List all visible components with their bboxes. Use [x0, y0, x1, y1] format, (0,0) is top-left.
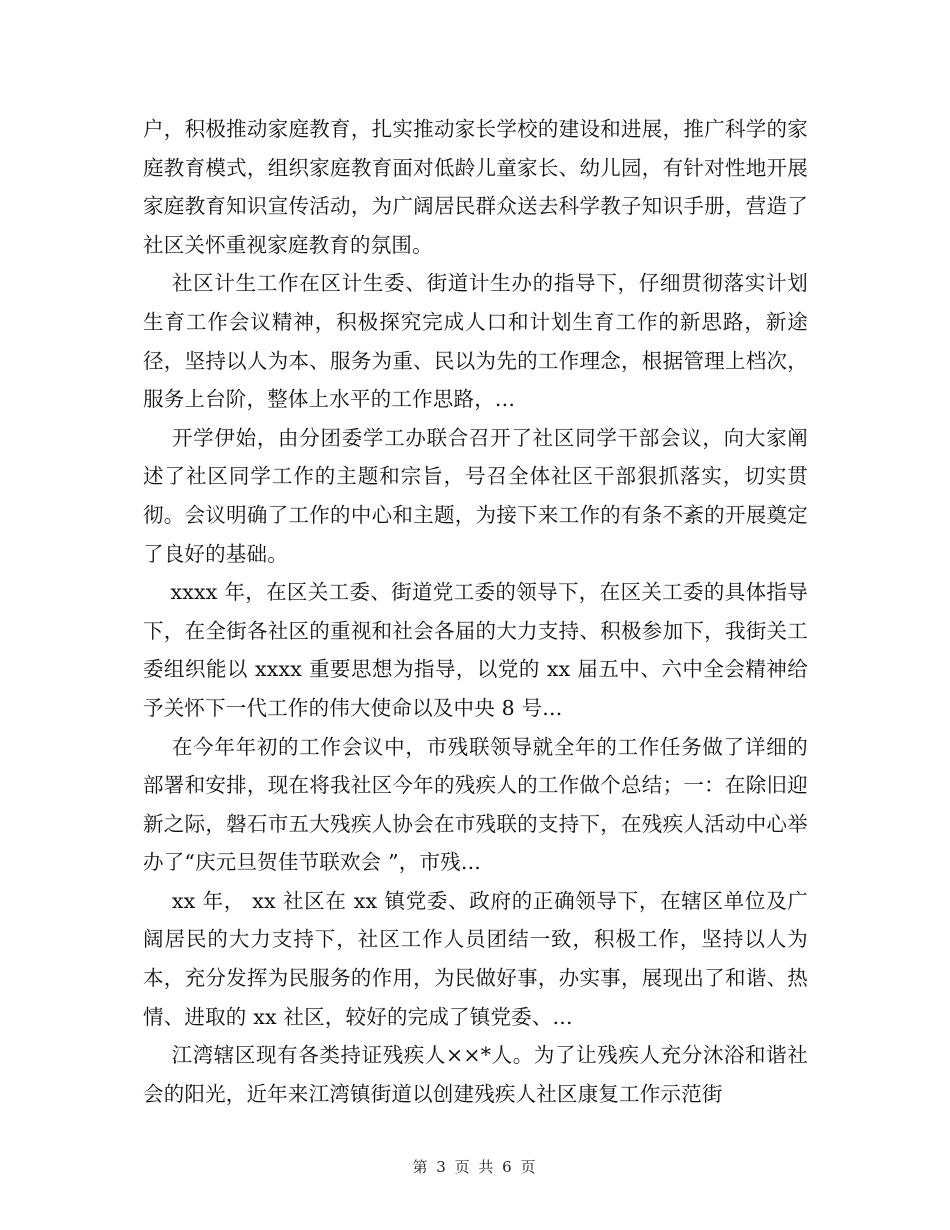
- paragraph-6: xx 年， xx 社区在 xx 镇党委、政府的正确领导下，在辖区单位及广阔居民的大力支持下，社区工作人员团结一致，积极工作，坚持以人为本，充分发挥为民服务的作用，为民做好事，办实事，展现出了和谐、热情、进取的 xx 社区，较好的完成了镇党委、...: [143, 888, 808, 1029]
- paragraph-7: 江湾辖区现有各类持证残疾人××*人。为了让残疾人充分沐浴和谐社会的阳光，近年来江湾镇街道以创建残疾人社区康复工作示范街: [143, 1043, 808, 1106]
- paragraph-5: 在今年年初的工作会议中，市残联领导就全年的工作任务做了详细的部署和安排，现在将我社区今年的残疾人的工作做个总结；一：在除旧迎新之际，磐石市五大残疾人协会在市残联的支持下，在残疾人活动中心举办了“庆元旦贺佳节联欢会 ”，市残...: [143, 734, 809, 875]
- page-footer: 第 3 页 共 6 页: [412, 1158, 538, 1176]
- document-body: [143, 110, 808, 1113]
- paragraph-1: 户，积极推动家庭教育，扎实推动家长学校的建设和进展，推广科学的家庭教育模式，组织家庭教育面对低龄儿童家长、幼儿园，有针对性地开展家庭教育知识宣传活动，为广阔居民群众送去科学教子知识手册，营造了社区关怀重视家庭教育的氛围。: [143, 117, 808, 257]
- paragraph-4: xxxx 年，在区关工委、街道党工委的领导下，在区关工委的具体指导下，在全街各社区的重视和社会各届的大力支持、积极参加下，我街关工委组织能以 xxxx 重要思想为指导，以党的 xx 届五中、六中全会精神给予关怀下一代工作的伟大使命以及中央 8 号...: [143, 580, 808, 720]
- paragraph-3: 开学伊始，由分团委学工办联合召开了社区同学干部会议，向大家阐述了社区同学工作的主题和宗旨，号召全体社区干部狠抓落实，切实贯彻。会议明确了工作的中心和主题，为接下来工作的有条不紊的开展奠定了良好的基础。: [143, 425, 809, 566]
- paragraph-2: 社区计生工作在区计生委、街道计生办的指导下，仔细贯彻落实计划生育工作会议精神，积极探究完成人口和计划生育工作的新思路，新途径，坚持以人为本、服务为重、民以为先的工作理念，根据管理上档次，服务上台阶，整体上水平的工作思路，...: [143, 271, 809, 412]
